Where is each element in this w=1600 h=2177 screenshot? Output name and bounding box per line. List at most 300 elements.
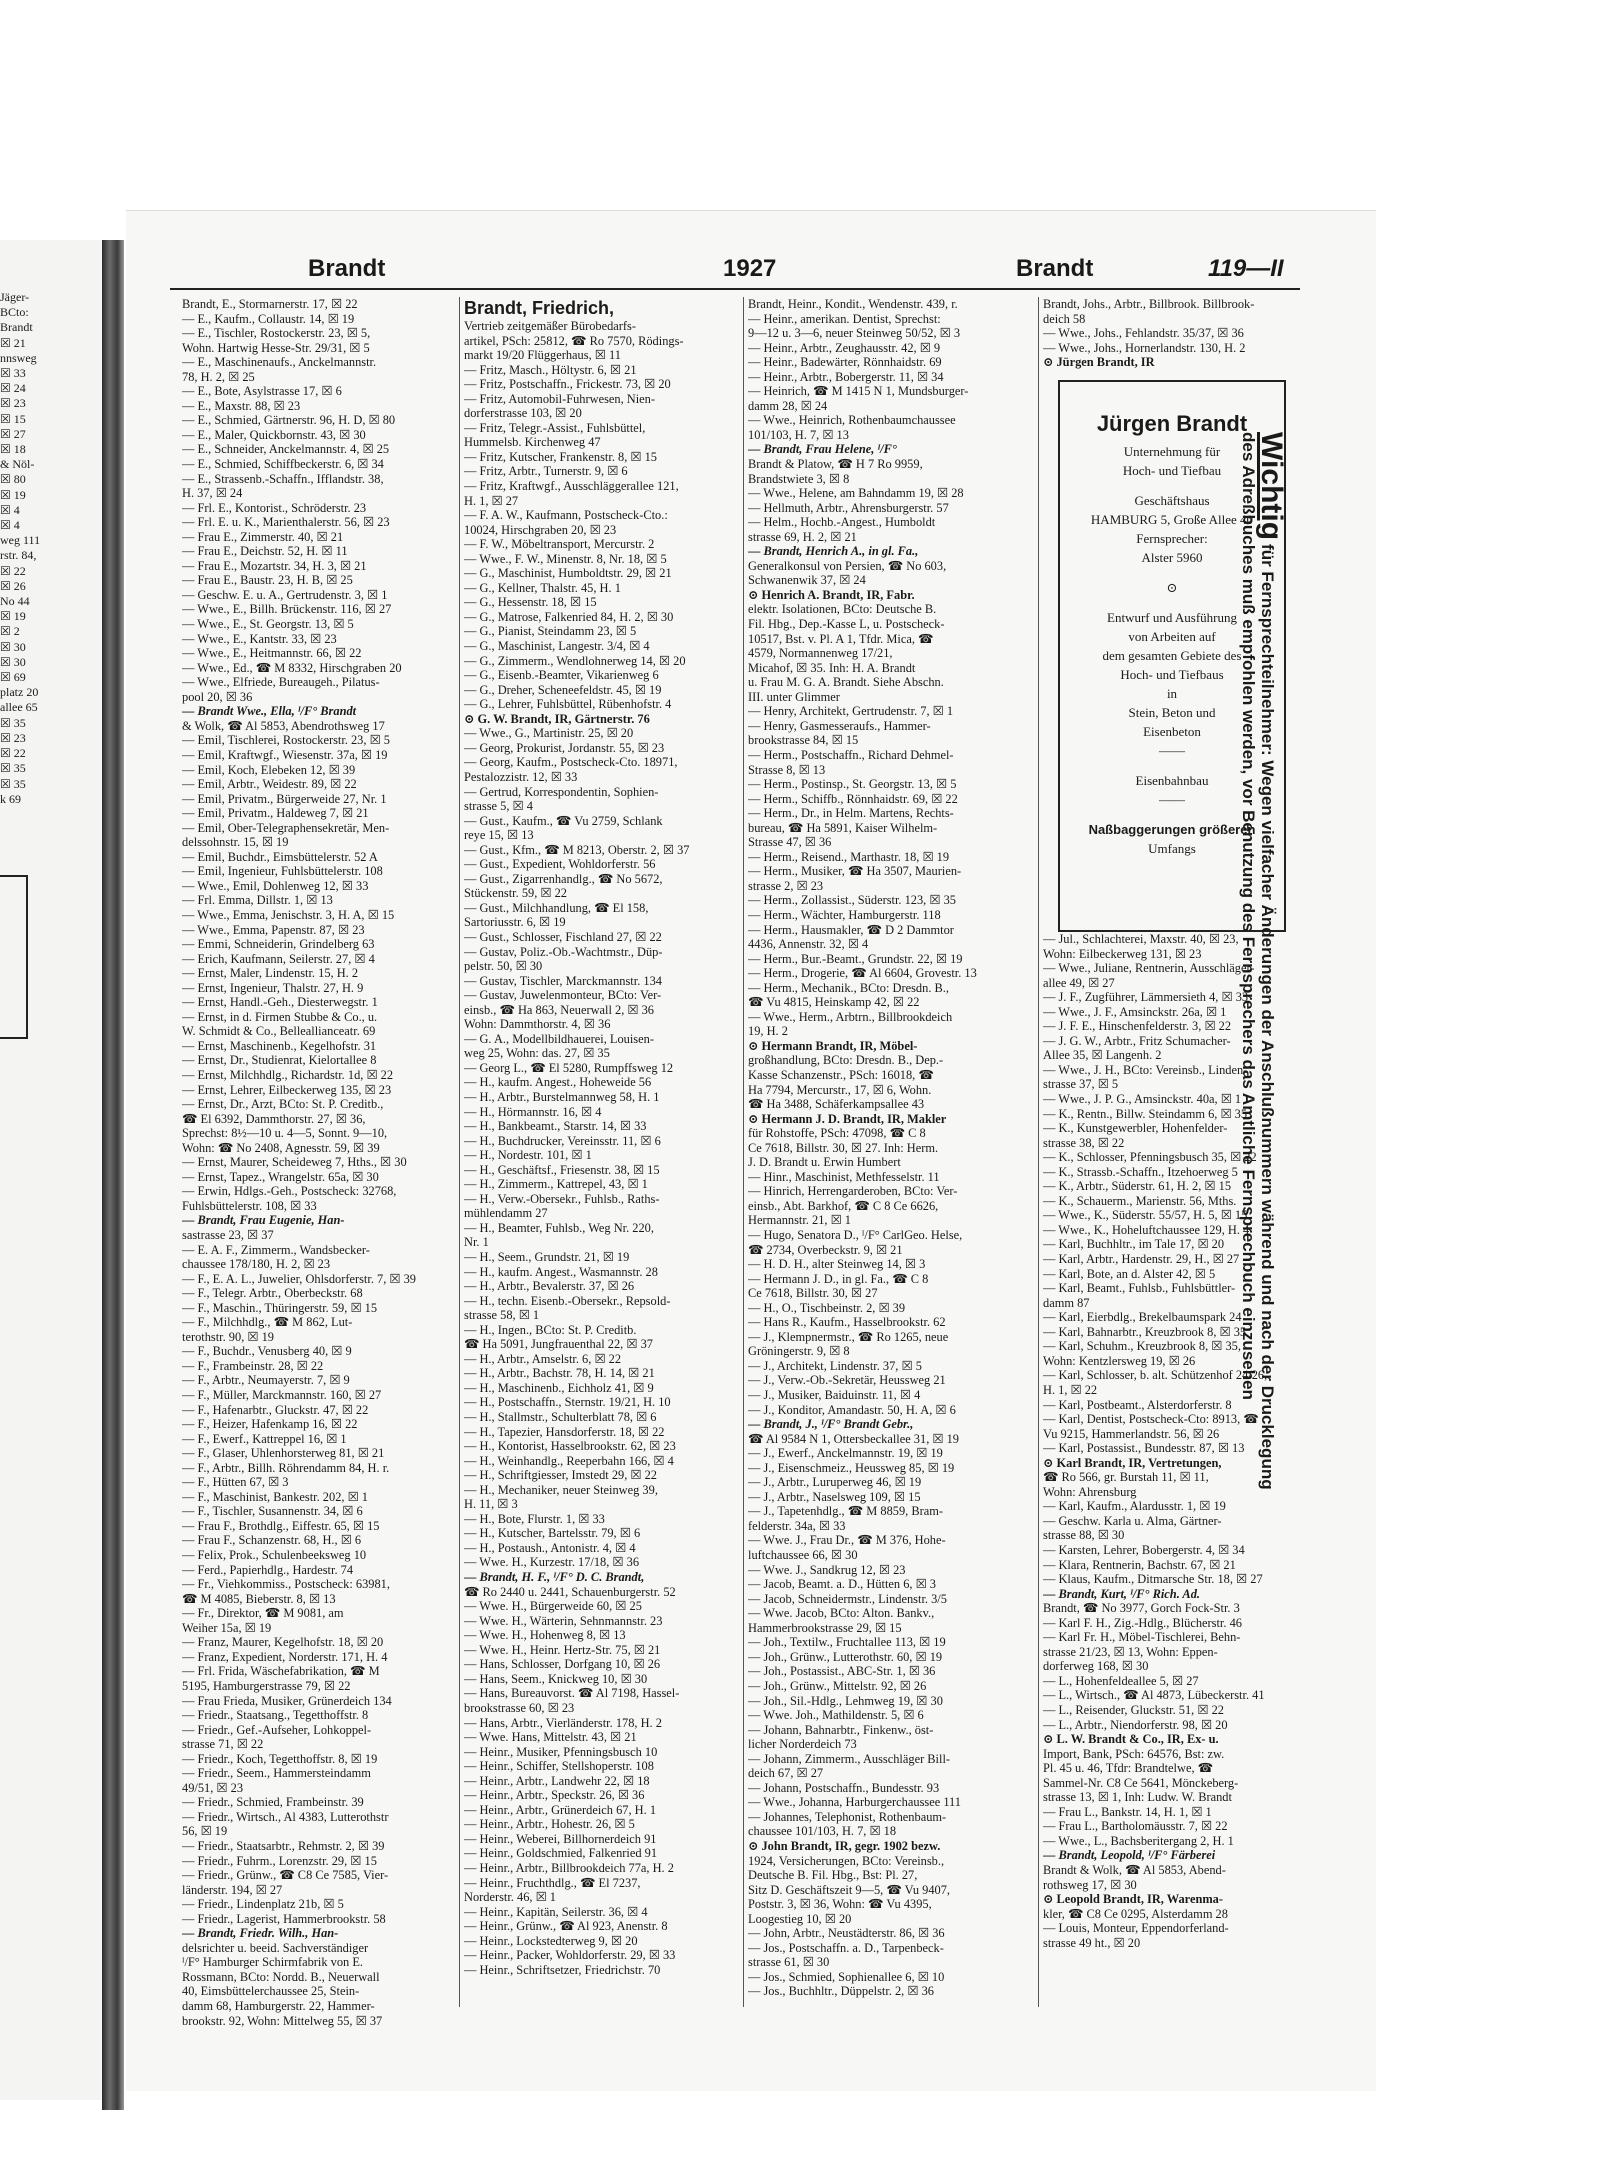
col3-line: — Wwe., Heinrich, Rothenbaumchaussee	[748, 413, 956, 428]
col1-line: — Ernst, Dr., Studienrat, Kielortallee 8	[182, 1053, 377, 1068]
col1-line: — Brandt, Friedr. Wilh., Han-	[182, 1926, 339, 1941]
col4_bottom-line: — Karl, Kaufm., Alardusstr. 1, ☒ 19	[1043, 1499, 1226, 1514]
col2-line: — H., Hörmannstr. 16, ☒ 4	[464, 1104, 602, 1119]
col1-line: — Fr., Direktor, ☎ M 9081, am	[182, 1606, 344, 1621]
prev_page-line: ☒ 15	[0, 411, 26, 426]
col1-line: 40, Eimsbüttelerchaussee 25, Stein-	[182, 1984, 360, 1999]
prev_page-line: weg 111	[0, 533, 41, 548]
column-3	[748, 297, 1033, 1999]
col2-line: — H., kaufm. Angest., Wasmannstr. 28	[464, 1264, 658, 1279]
col4_bottom-line: H. 1, ☒ 22	[1043, 1382, 1098, 1397]
col2-line: Hummelsb. Kirchenweg 47	[464, 435, 601, 450]
col4_bottom-line: Vu 9215, Hammerlandstr. 56, ☒ 26	[1043, 1426, 1220, 1441]
col2-line: — G., Maschinist, Langestr. 3/4, ☒ 4	[464, 639, 650, 654]
col1-line: — E., Tischler, Rostockerstr. 23, ☒ 5,	[182, 326, 371, 341]
col1-line: H. 37, ☒ 24	[182, 486, 243, 501]
col3-line: — H., O., Tischbeinstr. 2, ☒ 39	[748, 1300, 906, 1315]
col3-line: Brandt & Platow, ☎ H 7 Ro 9959,	[748, 457, 923, 472]
col3-line: — Hinr., Maschinist, Methfesselstr. 11	[748, 1169, 940, 1184]
col3-line: brookstrasse 84, ☒ 15	[748, 733, 859, 748]
col4_top-line: — Wwe., Johs., Hornerlandstr. 130, H. 2	[1043, 340, 1246, 355]
side-notice-line-1	[1254, 432, 1288, 1490]
column-1	[182, 297, 454, 2028]
col3-line: — J., Musiker, Baiduinstr. 11, ☒ 4	[748, 1388, 921, 1403]
col1-line: Weiher 15a, ☒ 19	[182, 1620, 272, 1635]
col4_bottom-line: — Karsten, Lehrer, Bobergerstr. 4, ☒ 34	[1043, 1542, 1245, 1557]
col4_bottom-line: — L., Wirtsch., ☎ Al 4873, Lübeckerstr. 41	[1043, 1688, 1265, 1703]
col3-line: — J., Eisenschmeiz., Heussweg 85, ☒ 19	[748, 1460, 955, 1475]
col4_top-line: Brandt, Johs., Arbtr., Billbrook. Billbrook-	[1043, 297, 1255, 311]
col3-line: — Hans R., Kaufm., Hasselbrookstr. 62	[748, 1315, 946, 1330]
col3-line: 4579, Normannenweg 17/21,	[748, 646, 893, 661]
col1-line: — Friedr., Gef.-Aufseher, Lohkoppel-	[182, 1722, 372, 1737]
col4_bottom-line: — Karl F. H., Zig.-Hdlg., Blücherstr. 46	[1043, 1615, 1242, 1630]
col2-line: — H., Postschaffn., Sternstr. 19/21, H. 10	[464, 1395, 671, 1410]
prev_page-line: ☒ 35	[0, 761, 26, 776]
advert-line: Eisenbahnbau	[1135, 773, 1209, 788]
col2-line: — Heinr., Lockstedterweg 9, ☒ 20	[464, 1933, 638, 1948]
col3-line: — Herm., Hausmakler, ☎ D 2 Dammtor	[748, 922, 954, 937]
col2-line: — F. W., Möbeltransport, Mercurstr. 2	[464, 537, 655, 552]
prev_page-line: platz 20	[0, 685, 39, 700]
col3-line: — Herm., Postschaffn., Richard Dehmel-	[748, 747, 954, 762]
col2-line: — Gertrud, Korrespondentin, Sophien-	[464, 784, 659, 799]
header-rule	[170, 288, 1300, 290]
col2-line: markt 19/20 Flüggerhaus, ☒ 11	[464, 348, 621, 363]
col3-line: — Herm., Bur.-Beamt., Grundstr. 22, ☒ 19	[748, 951, 963, 966]
col3-line: — Wwe. J., Sandkrug 12, ☒ 23	[748, 1562, 906, 1577]
col1-line: — Friedr., Fuhrm., Lorenzstr. 29, ☒ 15	[182, 1853, 377, 1868]
col1-line: — Frl. E. u. K., Marienthalerstr. 56, ☒ 23	[182, 515, 390, 530]
col2-line: — Wwe. Hans, Mittelstr. 43, ☒ 21	[464, 1730, 637, 1745]
col1-line: — F., Hafenarbtr., Gluckstr. 47, ☒ 22	[182, 1402, 369, 1417]
col4_bottom-line: strasse 13, ☒ 1, Inh: Ludw. W. Brandt	[1043, 1790, 1232, 1805]
col1-line: — Emil, Ober-Telegraphensekretär, Men-	[182, 820, 390, 835]
col3-line: Gröningerstr. 9, ☒ 8	[748, 1344, 850, 1359]
col3-line: — Herm., Dr., in Helm. Martens, Rechts-	[748, 806, 954, 821]
column-divider-1	[459, 297, 460, 2007]
col1-line: — Emil, Arbtr., Weidestr. 89, ☒ 22	[182, 777, 357, 792]
header-left-word: Brandt	[308, 255, 386, 282]
col1-line: — F., Buchdr., Venusberg 40, ☒ 9	[182, 1344, 352, 1359]
col3-line: — Johann, Postschaffn., Bundesstr. 93	[748, 1780, 940, 1795]
prev_page-line: ☒ 26	[0, 578, 26, 593]
col4_bottom-line: — Karl, Postbeamt., Alsterdorferstr. 8	[1043, 1397, 1232, 1412]
col2-line: Nr. 1	[464, 1235, 489, 1250]
prev_page-line: ☒ 19	[0, 487, 26, 502]
col3-line: — J., Tapetenhdlg., ☎ M 8859, Bram-	[748, 1504, 944, 1519]
col2-line: — Fritz, Postschaffn., Frickestr. 73, ☒ 20	[464, 377, 671, 392]
col1-line: damm 68, Hamburgerstr. 22, Hammer-	[182, 1998, 375, 2013]
col2-line: strasse 5, ☒ 4	[464, 799, 533, 814]
col4_bottom-line: — Karl, Arbtr., Hardenstr. 29, H., ☒ 27	[1043, 1252, 1240, 1267]
col3-line: — J., Verw.-Ob.-Sekretär, Heussweg 21	[748, 1373, 946, 1388]
col2-line: — Heinr., Arbtr., Billbrookdeich 77a, H. 2	[464, 1860, 674, 1875]
col3-line: — Heinr., Arbtr., Bobergerstr. 11, ☒ 34	[748, 369, 944, 384]
col2-line: — G., Matrose, Falkenried 84, H. 2, ☒ 30	[464, 609, 674, 624]
col3-line: — Hinrich, Herrengarderoben, BCto: Ver-	[748, 1184, 958, 1199]
col2-line: ☎ Ro 2440 u. 2441, Schauenburgerstr. 52	[464, 1584, 676, 1599]
col2-line: — H., techn. Eisenb.-Obersekr., Repsold-	[464, 1293, 671, 1308]
advert-line: HAMBURG 5, Große Allee 40	[1090, 512, 1254, 527]
col2-line: — Gust., Expedient, Wohldorferstr. 56	[464, 857, 656, 872]
col2-line: — G., Lehrer, Fuhlsbüttel, Rübenhofstr. 4	[464, 697, 672, 712]
col1-line: strasse 71, ☒ 22	[182, 1737, 264, 1752]
col3-line: — Johann, Zimmerm., Ausschläger Bill-	[748, 1751, 951, 1766]
col4_top-line: ⊙ Jürgen Brandt, IR	[1043, 355, 1155, 370]
col1-line: — Fr., Viehkommiss., Postscheck: 63981,	[182, 1577, 390, 1592]
col4_bottom-line: strasse 49 ht., ☒ 20	[1043, 1935, 1141, 1950]
col2-line: — G., Dreher, Scheneefeldstr. 45, ☒ 19	[464, 682, 662, 697]
advert-title: Jürgen Brandt	[1096, 411, 1248, 436]
col2-line: — Fritz, Arbtr., Turnerstr. 9, ☒ 6	[464, 464, 628, 479]
col2-line: — Gustav, Juwelenmonteur, BCto: Ver-	[464, 988, 662, 1003]
col4_bottom-line: — L., Arbtr., Niendorferstr. 98, ☒ 20	[1043, 1717, 1228, 1732]
col1-line: delsrichter u. beeid. Sachverständiger	[182, 1940, 369, 1955]
col2-line: — Fritz, Telegr.-Assist., Fuhlsbüttel,	[464, 420, 646, 435]
col4_bottom-line: — L., Hohenfeldeallee 5, ☒ 27	[1043, 1673, 1199, 1688]
col1-line: Fuhlsbüttelerstr. 108, ☒ 33	[182, 1198, 317, 1213]
col2-line: — Wwe., F. W., Minenstr. 8, Nr. 18, ☒ 5	[464, 551, 667, 566]
col4_bottom-line: — Karl, Schuhm., Kreuzbrook 8, ☒ 35,	[1043, 1339, 1241, 1354]
col4_bottom-line: — Wwe., Juliane, Rentnerin, Ausschläger-	[1043, 961, 1255, 976]
col1-line: — F., Maschinist, Bankestr. 202, ☒ 1	[182, 1489, 368, 1504]
col3-line: ⊙ Hermann J. D. Brandt, IR, Makler	[748, 1111, 947, 1126]
col4_bottom-line: Brandt, ☎ No 3977, Gorch Fock-Str. 3	[1043, 1601, 1240, 1616]
col2-line: — H., Nordestr. 101, ☒ 1	[464, 1148, 592, 1163]
previous-page-column	[0, 290, 70, 807]
col2-line: reye 15, ☒ 13	[464, 828, 534, 843]
advert-line: Fernsprecher:	[1136, 531, 1208, 546]
page-number: 119—II	[1208, 255, 1284, 282]
col1-line: — Friedr., Seem., Hammersteindamm	[182, 1766, 371, 1781]
col1-line: — E. A. F., Zimmerm., Wandsbecker-	[182, 1242, 370, 1257]
col3-line: — Wwe. Jacob, BCto: Alton. Bankv.,	[748, 1606, 935, 1621]
col3-line: Ha 7794, Mercurstr., 17, ☒ 6, Wohn.	[748, 1082, 932, 1097]
col2-line: — Wwe. H., Heinr. Hertz-Str. 75, ☒ 21	[464, 1642, 661, 1657]
col1-line: — F., Ewerf., Kattreppel 16, ☒ 1	[182, 1431, 347, 1446]
col4_bottom-line: — J. G. W., Arbtr., Fritz Schumacher-	[1043, 1033, 1231, 1048]
column-4-top	[1043, 297, 1298, 370]
col1-line: ☎ M 4085, Bieberstr. 8, ☒ 13	[182, 1591, 336, 1606]
col3-line: — Wwe., Johanna, Harburgerchaussee 111	[748, 1795, 961, 1810]
advert-line: von Arbeiten auf	[1128, 629, 1216, 644]
col3-line: — Wwe. Joh., Mathildenstr. 5, ☒ 6	[748, 1708, 924, 1723]
col1-line: — Friedr., Staatsarbtr., Rehmstr. 2, ☒ 39	[182, 1838, 385, 1853]
col2-line: — H., Kontorist, Hasselbrookstr. 62, ☒ 23	[464, 1439, 676, 1454]
col1-line: delssohnstr. 15, ☒ 19	[182, 835, 289, 850]
col1-line: — Felix, Prok., Schulenbeeksweg 10	[182, 1548, 367, 1563]
col1-line: — F., Arbtr., Neumayerstr. 7, ☒ 9	[182, 1373, 350, 1388]
col1-line: — Friedr., Staatsang., Tegetthoffstr. 8	[182, 1708, 369, 1723]
col3-line: bureau, ☎ Ha 5891, Kaiser Wilhelm-	[748, 820, 938, 835]
prev_page-line: allee 65	[0, 700, 38, 715]
col3-line: Poststr. 3, ☒ 36, Wohn: ☎ Vu 4395,	[748, 1897, 932, 1912]
col1-line: — Friedr., Lindenplatz 21b, ☒ 5	[182, 1897, 344, 1912]
col2-line: mühlendamm 27	[464, 1206, 548, 1221]
col1-line: — Ernst, Maler, Lindenstr. 15, H. 2	[182, 966, 359, 981]
col2-line: — H., Ingen., BCto: St. P. Creditb.	[464, 1322, 637, 1337]
col3-line: 4436, Annenstr. 32, ☒ 4	[748, 937, 869, 952]
col2-line: — Wwe. H., Bürgerweide 60, ☒ 25	[464, 1599, 642, 1614]
col4_bottom-line: — Louis, Monteur, Eppendorferland-	[1043, 1921, 1229, 1936]
col2-line: — Heinr., Schriftsetzer, Friedrichstr. 70	[464, 1962, 661, 1977]
col4_bottom-line: — Frau L., Bankstr. 14, H. 1, ☒ 1	[1043, 1804, 1212, 1819]
col1-line: — Wwe., E., Billh. Brückenstr. 116, ☒ 27	[182, 602, 392, 617]
col1-line: terothstr. 90, ☒ 19	[182, 1329, 274, 1344]
col4_bottom-line: — J. F., Zugführer, Lämmersieth 4, ☒ 33	[1043, 990, 1249, 1005]
col3-line: — Heinr., Badewärter, Rönnhaidstr. 69	[748, 355, 942, 370]
col3-line: felderstr. 34a, ☒ 33	[748, 1518, 846, 1533]
col1-line: Wohn: ☎ No 2408, Agnesstr. 59, ☒ 39	[182, 1140, 380, 1155]
col4_bottom-line: rothsweg 17, ☒ 30	[1043, 1877, 1137, 1892]
col4_bottom-line: Brandt & Wolk, ☎ Al 5853, Abend-	[1043, 1863, 1226, 1877]
col3-line: Fil. Hbg., Dep.-Kasse L, u. Postscheck-	[748, 617, 945, 632]
col3-line: — Brandt, Henrich A., in gl. Fa.,	[748, 544, 919, 559]
col3-line: Brandstwiete 3, ☒ 8	[748, 471, 850, 486]
col2-line: — H., Arbtr., Burstelmannweg 58, H. 1	[464, 1089, 660, 1104]
col2-line: — G., Eisenb.-Beamter, Vikarienweg 6	[464, 668, 659, 683]
col2-line: — Georg L., ☎ El 5280, Rumpffsweg 12	[464, 1060, 674, 1075]
col2-line: — H., Tapezier, Hansdorferstr. 18, ☒ 22	[464, 1424, 665, 1439]
col2-line: — H., Beamter, Fuhlsb., Weg Nr. 220,	[464, 1220, 654, 1235]
col4_bottom-line: — K., Schlosser, Pfenningsbusch 35, ☒ 22	[1043, 1150, 1257, 1165]
col1-line: — E., Schmied, Gärtnerstr. 96, H. D, ☒ 80	[182, 413, 396, 428]
col1-line: — Wwe., E., St. Georgstr. 13, ☒ 5	[182, 617, 354, 632]
col2-line: — Heinr., Fruchthdlg., ☎ El 7237,	[464, 1875, 641, 1890]
col3-line: 9—12 u. 3—6, neuer Steinweg 50/52, ☒ 3	[748, 326, 961, 341]
col4_bottom-line: — Wwe., K., Hoheluftchaussee 129, H. 4	[1043, 1222, 1250, 1237]
col2-line: — H., Postaush., Antonistr. 4, ☒ 4	[464, 1540, 636, 1555]
col1-line: — Ernst, Tapez., Wrangelstr. 65a, ☒ 30	[182, 1169, 379, 1184]
col4_bottom-line: — Jul., Schlachterei, Maxstr. 40, ☒ 23,	[1043, 932, 1239, 946]
col4_bottom-line: kler, ☎ C8 Ce 0295, Alsterdamm 28	[1043, 1906, 1228, 1921]
prev_page-line: ☒ 4	[0, 518, 20, 533]
col1-line: — F., Tischler, Susannenstr. 34, ☒ 6	[182, 1504, 363, 1519]
col2-line: 10024, Hirschgraben 20, ☒ 23	[464, 522, 617, 537]
column-divider-2	[743, 297, 744, 2007]
col3-line: — John, Arbtr., Neustädterstr. 86, ☒ 36	[748, 1926, 945, 1941]
col3-line: Micahof, ☒ 35. Inh: H. A. Brandt	[748, 660, 916, 675]
col3-line: — Joh., Grünw., Mittelstr. 92, ☒ 26	[748, 1678, 927, 1693]
header-right-word: Brandt	[1016, 255, 1094, 282]
col1-line: — Frau E., Baustr. 23, H. B, ☒ 25	[182, 573, 353, 588]
col3-line: strasse 61, ☒ 30	[748, 1955, 830, 1970]
col2-line: — H., Bankbeamt., Starstr. 14, ☒ 33	[464, 1119, 647, 1134]
col4_bottom-line: — Klara, Rentnerin, Bachstr. 67, ☒ 21	[1043, 1557, 1236, 1572]
col3-line: 19, H. 2	[748, 1024, 788, 1039]
col2-line: — Heinr., Musiker, Pfenningsbusch 10	[464, 1744, 658, 1759]
col1-line: — Frl. E., Kontorist., Schröderstr. 23	[182, 500, 367, 515]
col2-line: — G. A., Modellbildhauerei, Louisen-	[464, 1031, 654, 1046]
col3-line: 1924, Versicherungen, BCto: Vereinsb.,	[748, 1853, 945, 1868]
col3-line: — Jos., Schmied, Sophienallee 6, ☒ 10	[748, 1969, 945, 1984]
col2-line: Norderstr. 46, ☒ 1	[464, 1890, 556, 1905]
col1-line: 56, ☒ 19	[182, 1824, 228, 1839]
col2-line: Pestalozzistr. 12, ☒ 33	[464, 769, 578, 784]
col1-line: — Ernst, Maschinenb., Kegelhofstr. 31	[182, 1038, 377, 1053]
col3-line: — Jacob, Schneidermstr., Lindenstr. 3/5	[748, 1591, 947, 1606]
col1-line: — Wwe., Emma, Jenischstr. 3, H. A, ☒ 15	[182, 907, 395, 922]
col1-line: — F., E. A. L., Juwelier, Ohlsdorferstr. 7, ☒ 39	[182, 1271, 417, 1286]
col4_bottom-line: — Karl Fr. H., Möbel-Tischlerei, Behn-	[1043, 1630, 1241, 1645]
col3-line: ☎ Ha 3488, Schäferkampsallee 43	[748, 1097, 925, 1112]
advert-line: Naßbaggerungen größeren	[1088, 822, 1256, 837]
col4_bottom-line: strasse 37, ☒ 5	[1043, 1077, 1119, 1092]
col1-line: — E., Kaufm., Collaustr. 14, ☒ 19	[182, 311, 355, 326]
col4_bottom-line: — Karl, Bote, an d. Alster 42, ☒ 5	[1043, 1266, 1216, 1281]
col1-line: — Frau E., Zimmerstr. 40, ☒ 21	[182, 529, 344, 544]
col4_bottom-line: Import, Bank, PSch: 64576, Bst: zw.	[1043, 1746, 1225, 1761]
col3-line: — Herm., Mechanik., BCto: Dresdn. B.,	[748, 980, 949, 995]
previous-page-advert-box	[0, 875, 28, 1039]
col3-line: III. unter Glimmer	[748, 689, 840, 704]
col3-line: Strasse 8, ☒ 13	[748, 762, 826, 777]
col1-line: — E., Schmied, Schiffbeckerstr. 6, ☒ 34	[182, 457, 384, 472]
prev_page-line: ☒ 27	[0, 426, 26, 441]
col3-line: — Herm., Wächter, Hamburgerstr. 118	[748, 907, 941, 922]
col2-line: — H., Kutscher, Bartelsstr. 79, ☒ 6	[464, 1526, 641, 1541]
prev_page-line: ☒ 35	[0, 715, 26, 730]
col1-line: länderstr. 194, ☒ 27	[182, 1882, 283, 1897]
col3-line: Deutsche B. Fil. Hbg., Bst: Pl. 27,	[748, 1868, 918, 1883]
col2-line: — G., Pianist, Steindamm 23, ☒ 5	[464, 624, 637, 639]
col2-line: — Heinr., Arbtr., Grünerdeich 67, H. 1	[464, 1802, 657, 1817]
col3-line: — Herm., Postinsp., St. Georgstr. 13, ☒ 5	[748, 777, 957, 792]
col3-line: — J., Architekt, Lindenstr. 37, ☒ 5	[748, 1358, 922, 1373]
col3-line: strasse 69, H. 2, ☒ 21	[748, 529, 857, 544]
col3-line: — Joh., Grünw., Lutterothstr. 60, ☒ 19	[748, 1649, 943, 1664]
advert-line: ——	[1159, 743, 1185, 758]
col3-line: 10517, Bst. v. Pl. A 1, Tfdr. Mica, ☎	[748, 631, 934, 646]
side-notice-text-2: des Adreßbuches muß empfohlen werden, vor Benutzung des Fernsprechers das Amtliche Fernsprechbuch einzusehen	[1239, 432, 1258, 1400]
col3-line: Ce 7618, Billstr. 30, ☒ 27. Inh: Herm.	[748, 1140, 939, 1155]
prev_page-line: ☒ 21	[0, 335, 26, 350]
col2-line: — Heinr., Goldschmied, Falkenried 91	[464, 1846, 658, 1861]
col1-line: — F., Hütten 67, ☒ 3	[182, 1475, 289, 1490]
col1-line: — Frau E., Mozartstr. 34, H. 3, ☒ 21	[182, 558, 367, 573]
prev_page-line: No 44	[0, 594, 30, 609]
col3-line: Hammerbrookstrasse 29, ☒ 15	[748, 1620, 902, 1635]
col1-line: — Emil, Privatm., Haldeweg 7, ☒ 21	[182, 806, 369, 821]
col3-line: Loogestieg 10, ☒ 20	[748, 1911, 852, 1926]
col3-line: ☎ Vu 4815, Heinskamp 42, ☒ 22	[748, 995, 920, 1010]
col3-line: — Johannes, Telephonist, Rothenbaum-	[748, 1809, 947, 1824]
col1-line: — F., Arbtr., Billh. Röhrendamm 84, H. r.	[182, 1460, 390, 1475]
prev_page-line: ☒ 2	[0, 624, 20, 639]
col3-line: Strasse 47, ☒ 36	[748, 835, 832, 850]
col3-line: J. D. Brandt u. Erwin Humbert	[748, 1155, 901, 1170]
col4_bottom-line: — Karl, Dentist, Postscheck-Cto: 8913, ☎	[1043, 1412, 1259, 1427]
col3-line: Generalkonsul von Persien, ☎ No 603,	[748, 558, 947, 573]
col4_bottom-line: — Klaus, Kaufm., Ditmarsche Str. 18, ☒ 27	[1043, 1572, 1263, 1587]
col2-line: — H., Maschinenb., Eichholz 41, ☒ 9	[464, 1380, 654, 1395]
col1-line: — Frl. Frida, Wäschefabrikation, ☎ M	[182, 1664, 380, 1679]
col3-line: damm 28, ☒ 24	[748, 398, 828, 413]
page-header	[168, 255, 1308, 285]
col4_bottom-line: Wohn: Kentzlersweg 19, ☒ 26	[1043, 1353, 1196, 1368]
col1-line: ᴵ/F° Hamburger Schirmfabrik von E.	[182, 1955, 363, 1970]
col2-line: — Hans, Schlosser, Dorfgang 10, ☒ 26	[464, 1657, 661, 1672]
col3-line: strasse 2, ☒ 23	[748, 878, 824, 893]
advert-line: in	[1166, 686, 1178, 701]
col2-line: artikel, PSch: 25812, ☎ Ro 7570, Rödings-	[464, 333, 684, 348]
advert-line: Hoch- und Tiefbau	[1122, 463, 1222, 478]
col3-line: — J., Konditor, Amandastr. 50, H. A, ☒ 6	[748, 1402, 956, 1417]
col1-line: — F., Frambeinstr. 28, ☒ 22	[182, 1358, 324, 1373]
col1-line: — Wwe., Elfriede, Bureaugeh., Pilatus-	[182, 675, 380, 690]
col2-line: — H., Seem., Grundstr. 21, ☒ 19	[464, 1250, 630, 1264]
col3-line: — Joh., Postassist., ABC-Str. 1, ☒ 36	[748, 1664, 936, 1679]
col2-line: — Heinr., Arbtr., Hohestr. 26, ☒ 5	[464, 1817, 635, 1832]
col3-line: ⊙ Hermann Brandt, IR, Möbel-	[748, 1038, 918, 1053]
col3-line: — Helm., Hochb.-Angest., Humboldt	[748, 515, 936, 530]
col1-line: — Friedr., Schmied, Frambeinstr. 39	[182, 1795, 364, 1810]
col2-line: — Fritz, Masch., Höltystr. 6, ☒ 21	[464, 362, 637, 377]
prev_page-line: k 69	[0, 791, 21, 806]
col2-line: — Fritz, Automobil-Fuhrwesen, Nien-	[464, 391, 656, 406]
col1-line: — Friedr., Lagerist, Hammerbrookstr. 58	[182, 1911, 386, 1926]
col2-line: — F. A. W., Kaufmann, Postscheck-Cto.:	[464, 508, 668, 523]
col1-line: — Wwe., E., Kantstr. 33, ☒ 23	[182, 631, 337, 646]
prev_page-line: ☒ 33	[0, 366, 26, 381]
col4_bottom-line: allee 49, ☒ 27	[1043, 975, 1115, 990]
col2-line: — H., Stallmstr., Schulterblatt 78, ☒ 6	[464, 1410, 657, 1425]
col3-line: — Jos., Buchhltr., Düppelstr. 2, ☒ 36	[748, 1984, 934, 1999]
col3-line: — Wwe. J., Frau Dr., ☎ M 376, Hohe-	[748, 1533, 946, 1548]
prev_page-line: ☒ 19	[0, 609, 26, 624]
col3-line: — Jacob, Beamt. a. D., Hütten 6, ☒ 3	[748, 1577, 936, 1592]
col2-line: — H., kaufm. Angest., Hoheweide 56	[464, 1075, 652, 1090]
col1-line: & Wolk, ☎ Al 5853, Abendrothsweg 17	[182, 718, 385, 733]
col1-line: — F., Maschin., Thüringerstr. 59, ☒ 15	[182, 1300, 378, 1315]
column-2-heading: Brandt, Friedrich,	[464, 298, 615, 318]
col2-line: — Heinr., Schiffer, Stellshoperstr. 108	[464, 1759, 654, 1774]
col4_bottom-line: — K., Rentn., Billw. Steindamm 6, ☒ 35	[1043, 1106, 1248, 1121]
col2-line: — Brandt, H. F., ᴵ/F° D. C. Brandt,	[464, 1570, 645, 1585]
col3-line: — Heinr., amerikan. Dentist, Sprechst:	[748, 311, 941, 326]
advert-line: Hoch- und Tiefbaus	[1120, 667, 1224, 682]
col3-line: ⊙ Henrich A. Brandt, IR, Fabr.	[748, 587, 915, 602]
side-notice-word: Wichtig	[1255, 432, 1288, 541]
col3-line: für Rohstoffe, PSch: 47098, ☎ C 8	[748, 1126, 926, 1141]
prev_page-line: nnsweg	[0, 350, 37, 365]
col4_bottom-line: Pl. 45 u. 46, Tfdr: Brandtelwe, ☎	[1043, 1761, 1214, 1776]
col3-line: — Wwe., Herm., Arbtrn., Billbrookdeich	[748, 1009, 953, 1024]
advert-line: dem gesamten Gebiete des	[1102, 648, 1242, 663]
col1-line: 49/51, ☒ 23	[182, 1780, 244, 1795]
col3-line: — Brandt, Frau Helene, ᴵ/F°	[748, 442, 897, 457]
col1-line: pool 20, ☒ 36	[182, 689, 253, 704]
col3-line: Brandt, Heinr., Kondit., Wendenstr. 439, r.	[748, 297, 958, 311]
col1-line: — Ernst, Lehrer, Eilbeckerweg 135, ☒ 23	[182, 1082, 392, 1097]
col1-line: — Frau Frieda, Musiker, Grünerdeich 134	[182, 1693, 392, 1708]
col2-line: — Wwe. H., Wärterin, Sehnmannstr. 23	[464, 1613, 663, 1628]
col3-line: — J., Arbtr., Luruperweg 46, ☒ 19	[748, 1475, 922, 1490]
advert-line: Umfangs	[1148, 841, 1196, 856]
col4_bottom-line: Allee 35, ☒ Langenh. 2	[1043, 1048, 1162, 1063]
col2-line: — H., Mechaniker, neuer Steinweg 39,	[464, 1482, 658, 1497]
col1-line: — Ernst, Handl.-Geh., Diesterwegstr. 1	[182, 995, 378, 1010]
col2-line: — H., Arbtr., Amselstr. 6, ☒ 22	[464, 1351, 622, 1366]
col4_bottom-line: Sammel-Nr. C8 Ce 5641, Mönckeberg-	[1043, 1775, 1239, 1790]
col2-line: — H., Buchdrucker, Vereinsstr. 11, ☒ 6	[464, 1133, 661, 1148]
col1-line: — Emmi, Schneiderin, Grindelberg 63	[182, 937, 375, 952]
header-year: 1927	[723, 255, 777, 282]
col1-line: 5195, Hamburgerstrasse 79, ☒ 22	[182, 1678, 351, 1693]
col3-line: einsb., Abt. Barkhof, ☎ C 8 Ce 6626,	[748, 1198, 939, 1213]
col1-line: — Friedr., Koch, Tegetthoffstr. 8, ☒ 19	[182, 1751, 378, 1766]
